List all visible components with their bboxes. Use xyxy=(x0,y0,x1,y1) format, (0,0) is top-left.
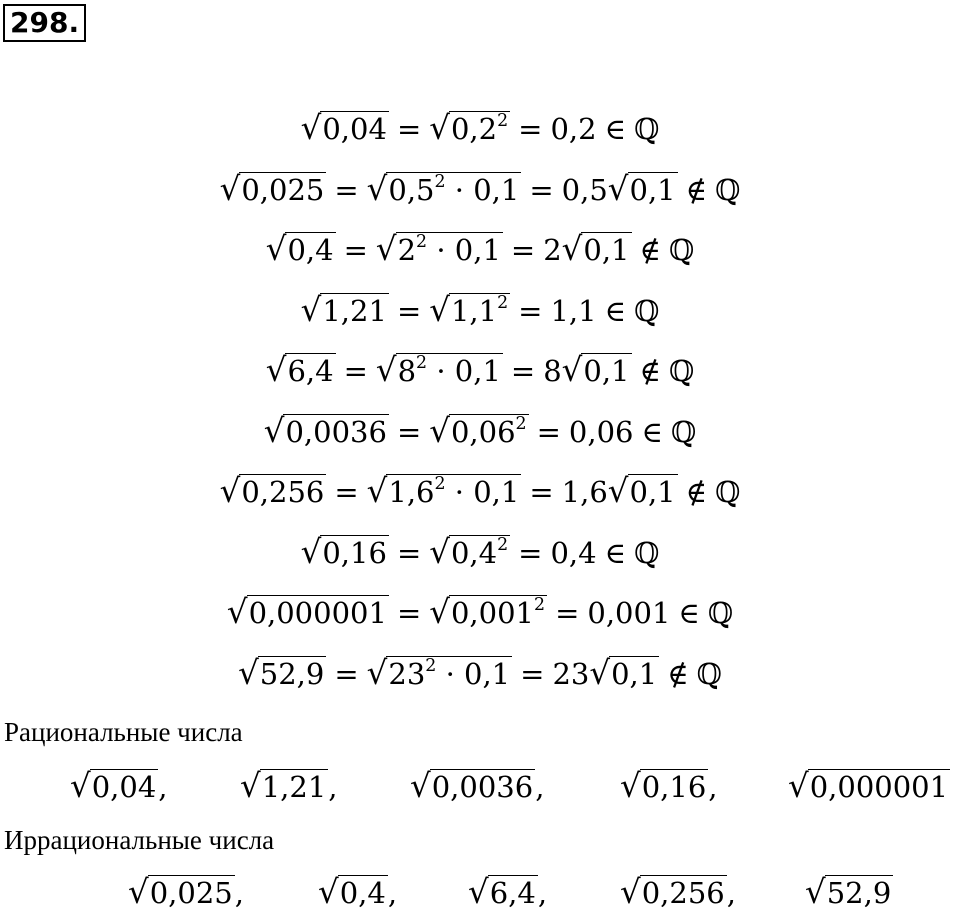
relation-symbol: = xyxy=(529,172,554,207)
math-term: 0,06 xyxy=(568,414,634,449)
math-term: √0,256 xyxy=(219,472,325,510)
math-term: ℚ xyxy=(670,414,697,449)
number-item: √0,16, xyxy=(620,767,718,805)
math-term: $√1,1^2$ xyxy=(429,290,509,329)
relation-symbol: ∉ xyxy=(685,475,708,509)
math-term: √0,4 xyxy=(265,230,334,268)
rational-heading: Рациональные числа xyxy=(4,717,243,747)
relation-symbol: ∈ xyxy=(604,112,627,146)
math-term: $√1,6^2 \cdot 0,1$ xyxy=(366,472,520,510)
math-term: ℚ xyxy=(634,535,660,570)
math-term: √1,21 xyxy=(300,290,387,329)
math-term: 0,2 xyxy=(550,112,597,146)
math-term: ℚ xyxy=(634,112,660,146)
math-term: $√0,5^2 \cdot 0,1$ xyxy=(366,169,520,208)
number-item: √0,04, xyxy=(70,767,168,805)
math-term: 1,1 xyxy=(550,293,597,328)
math-term: 8√0,1 xyxy=(543,351,630,389)
number-item: √1,21, xyxy=(240,767,338,805)
relation-symbol: = xyxy=(536,414,561,449)
math-term: $√8^2 \cdot 0,1$ xyxy=(375,351,501,389)
number-item: √0,4, xyxy=(318,873,398,911)
relation-symbol: = xyxy=(396,112,422,146)
math-term: √0,025 xyxy=(219,169,325,208)
relation-symbol: = xyxy=(396,596,422,630)
relation-symbol: ∈ xyxy=(641,414,663,449)
relation-symbol: = xyxy=(334,475,359,509)
relation-symbol: = xyxy=(396,293,422,328)
relation-symbol: = xyxy=(520,656,545,691)
relation-symbol: ∈ xyxy=(604,293,627,328)
relation-symbol: = xyxy=(529,475,554,509)
equation-row xyxy=(0,530,960,575)
relation-symbol: ∉ xyxy=(639,354,661,388)
relation-symbol: ∉ xyxy=(667,656,689,691)
math-term: 0,4 xyxy=(550,535,597,570)
equation-row xyxy=(0,167,960,212)
math-term: 0,5√0,1 xyxy=(561,169,676,208)
equation-row xyxy=(0,651,960,696)
relation-symbol: = xyxy=(555,596,580,630)
math-term: ℚ xyxy=(707,596,734,630)
relation-symbol: = xyxy=(334,656,359,691)
number-item: √0,0036, xyxy=(410,767,545,805)
math-term: ℚ xyxy=(715,172,741,207)
math-term: 23√0,1 xyxy=(552,653,658,692)
math-term: $√0,2^2$ xyxy=(429,109,509,147)
relation-symbol: = xyxy=(396,414,422,449)
equation-row xyxy=(0,590,960,635)
relation-symbol: = xyxy=(396,535,422,570)
math-term: ℚ xyxy=(634,293,660,328)
number-item: √52,9 xyxy=(805,873,892,911)
irrational-heading: Иррациональные числа xyxy=(4,825,275,855)
equation-row xyxy=(0,469,960,514)
equation-row xyxy=(0,348,960,393)
math-term: $√2^2 \cdot 0,1$ xyxy=(375,230,501,268)
math-term: √0,000001 xyxy=(226,593,387,631)
relation-symbol: = xyxy=(518,112,543,146)
math-term: √52,9 xyxy=(238,653,325,692)
math-term: √0,001$^2$ xyxy=(429,593,546,631)
relation-symbol: = xyxy=(518,293,543,328)
math-term: $√0,4^2$ xyxy=(429,532,509,571)
math-term: 0,001 xyxy=(587,596,671,630)
equation-row xyxy=(0,106,960,151)
math-term: ℚ xyxy=(668,233,695,267)
relation-symbol: = xyxy=(343,354,368,388)
equation-row xyxy=(0,288,960,333)
math-term: √0,0036 xyxy=(263,411,387,450)
math-term: √0,06$^2$ xyxy=(429,411,527,450)
math-term: ℚ xyxy=(668,354,695,388)
number-item: √0,256, xyxy=(620,873,736,911)
relation-symbol: = xyxy=(334,172,359,207)
math-term: 2√0,1 xyxy=(543,230,630,268)
math-term: √0,04 xyxy=(300,109,387,147)
math-term: √6,4 xyxy=(265,351,334,389)
relation-symbol: ∉ xyxy=(639,233,661,267)
relation-symbol: ∈ xyxy=(678,596,700,630)
math-term: ℚ xyxy=(715,475,741,509)
equation-row xyxy=(0,409,960,454)
number-item: √0,000001 xyxy=(788,767,949,805)
relation-symbol: = xyxy=(518,535,543,570)
number-item: √6,4, xyxy=(468,873,548,911)
relation-symbol: ∉ xyxy=(685,172,708,207)
relation-symbol: = xyxy=(343,233,368,267)
math-term: ℚ xyxy=(696,656,722,691)
relation-symbol: = xyxy=(510,233,536,267)
relation-symbol: ∈ xyxy=(604,535,627,570)
math-term: 1,6√0,1 xyxy=(561,472,676,510)
equation-row xyxy=(0,227,960,272)
math-term: $√23^2 \cdot 0,1$ xyxy=(366,653,511,692)
math-term: √0,16 xyxy=(300,532,387,571)
number-item: √0,025, xyxy=(128,873,244,911)
problem-number: 298. xyxy=(3,4,86,42)
relation-symbol: = xyxy=(510,354,536,388)
